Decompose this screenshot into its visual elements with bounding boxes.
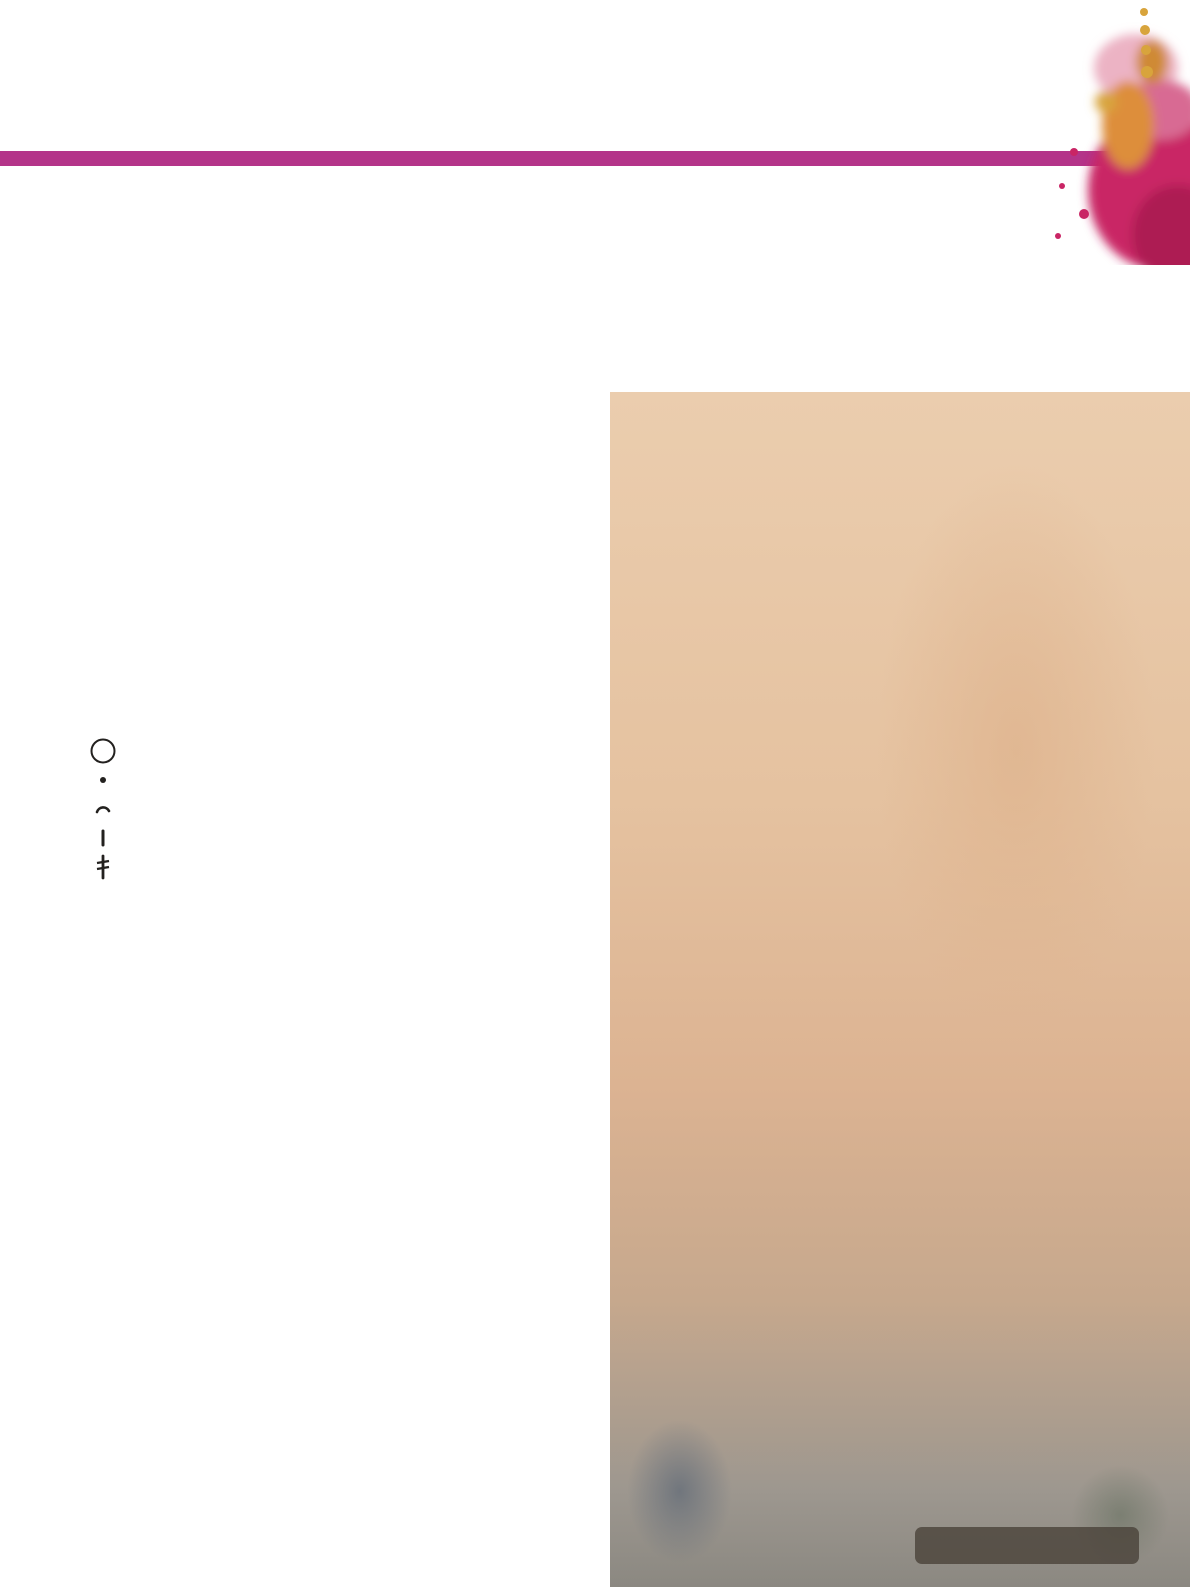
kettmasche-arc-icon <box>80 795 126 823</box>
magenta-divider-rule <box>0 151 1190 166</box>
luftmasche-dot-icon <box>80 766 126 794</box>
crochet-chart <box>75 880 580 1552</box>
legend-item-feste-masche <box>80 823 420 852</box>
material-column <box>80 200 414 226</box>
model-photo <box>610 392 1190 1587</box>
fadenring-circle-icon <box>80 737 126 765</box>
legend-item-fadenring <box>80 736 420 765</box>
legend-item-doppel-staebchen <box>80 852 420 881</box>
watercolor-splash-decoration <box>1040 0 1190 265</box>
symbol-legend <box>80 736 420 881</box>
footer-badge <box>915 1527 1139 1564</box>
feste-masche-bar-icon <box>80 824 126 852</box>
legend-item-kettmasche <box>80 794 420 823</box>
legend-item-luftmasche <box>80 765 420 794</box>
doppel-staebchen-icon <box>80 853 126 881</box>
